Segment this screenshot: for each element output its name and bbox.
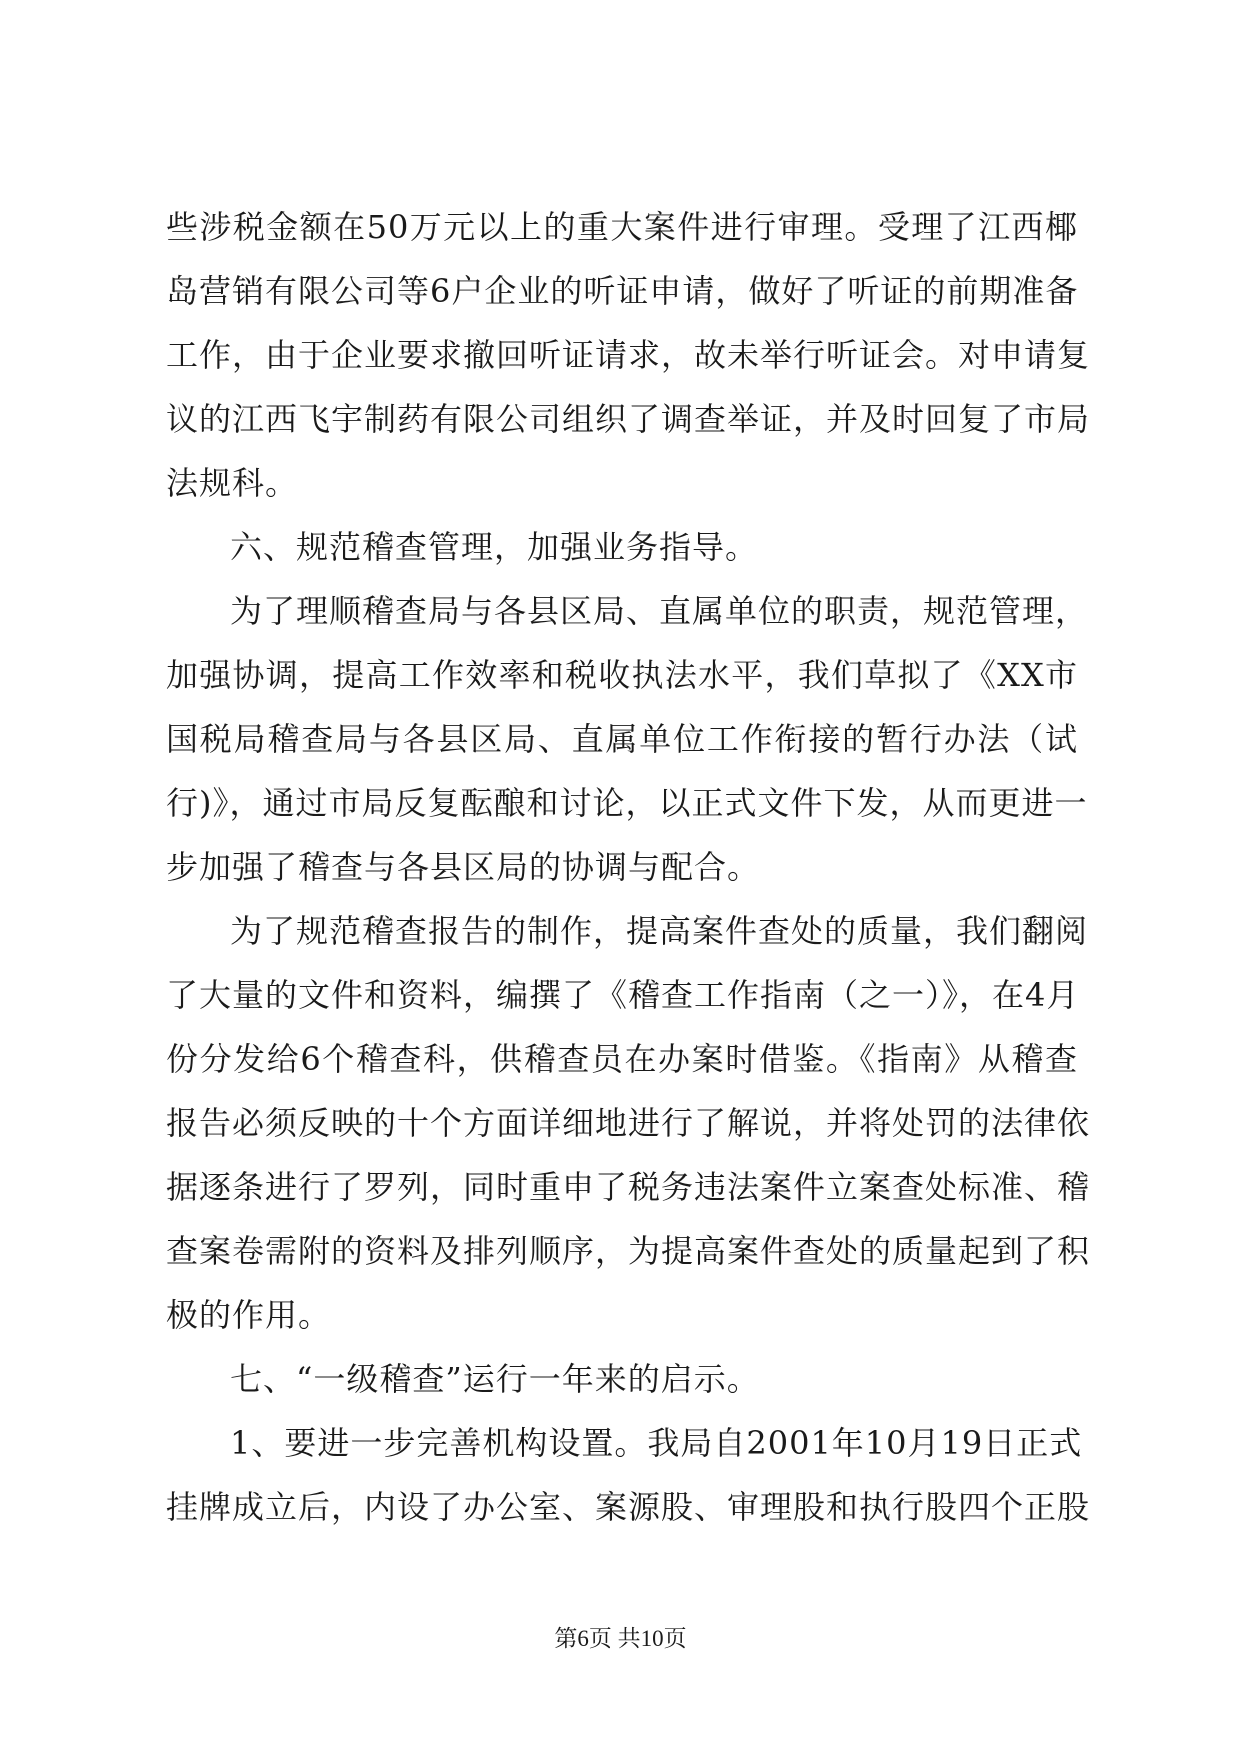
section-heading-7: 七、“一级稽查”运行一年来的启示。	[230, 1360, 760, 1398]
body-line: 报告必须反映的十个方面详细地进行了解说，并将处罚的法律依	[166, 1104, 1091, 1142]
body-line: 加强协调，提高工作效率和税收执法水平，我们草拟了《XX市	[166, 656, 1078, 694]
page-number-footer: 第6页 共10页	[554, 1626, 687, 1651]
body-line: 份分发给6个稽查科，供稽查员在办案时借鉴。《指南》从稽查	[166, 1040, 1078, 1078]
body-line: 议的江西飞宇制药有限公司组织了调查举证，并及时回复了市局	[166, 400, 1091, 438]
section-heading-6: 六、规范稽查管理，加强业务指导。	[230, 528, 759, 566]
paragraph-first-line: 为了理顺稽查局与各县区局、直属单位的职责，规范管理，	[230, 592, 1089, 630]
body-line: 查案卷需附的资料及排列顺序，为提高案件查处的质量起到了积	[166, 1232, 1091, 1270]
body-line: 岛营销有限公司等6户企业的听证申请，做好了听证的前期准备	[166, 272, 1079, 310]
body-line: 挂牌成立后，内设了办公室、案源股、审理股和执行股四个正股	[166, 1488, 1091, 1526]
body-line: 了大量的文件和资料，编撰了《稽查工作指南（之一）》，在4月	[166, 976, 1080, 1014]
body-line: 步加强了稽查与各县区局的协调与配合。	[166, 848, 761, 886]
body-line: 极的作用。	[166, 1296, 332, 1334]
body-line: 工作，由于企业要求撤回听证请求，故未举行听证会。对申请复	[166, 336, 1091, 374]
body-line: 法规科。	[166, 464, 299, 502]
paragraph-first-line: 为了规范稽查报告的制作，提高案件查处的质量，我们翻阅	[230, 912, 1089, 950]
body-line: 据逐条进行了罗列，同时重申了税务违法案件立案查处标准、稽	[166, 1168, 1091, 1206]
body-line: 些涉税金额在50万元以上的重大案件进行审理。受理了江西椰	[166, 208, 1078, 246]
paragraph-first-line: 1、要进一步完善机构设置。我局自2001年10月19日正式	[230, 1424, 1083, 1462]
body-line: 国税局稽查局与各县区局、直属单位工作衔接的暂行办法（试	[166, 720, 1078, 758]
body-line: 行)》，通过市局反复酝酿和讨论，以正式文件下发，从而更进一	[166, 784, 1088, 822]
